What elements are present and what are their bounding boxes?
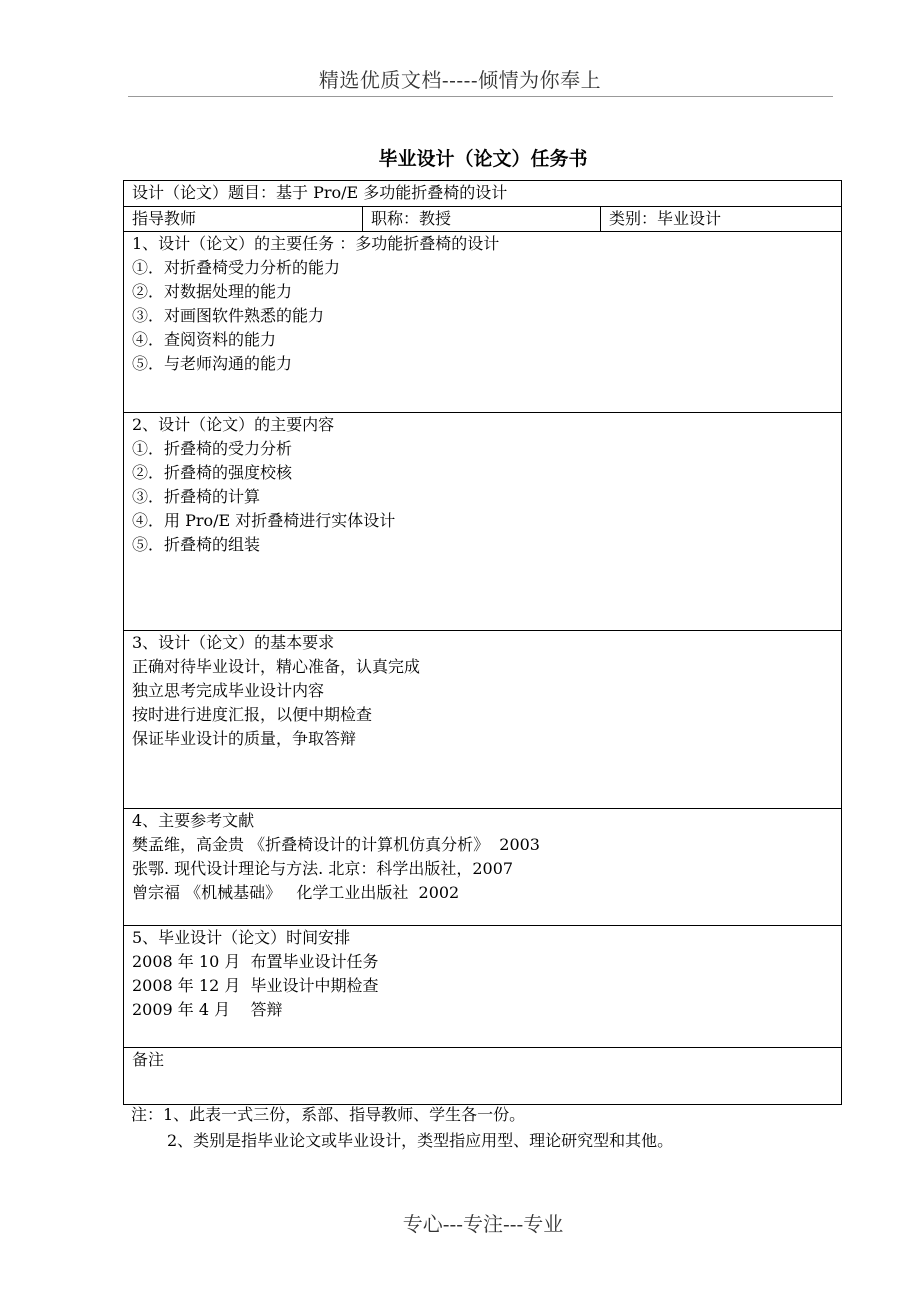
section-line: ①．对折叠椅受力分析的能力 — [132, 258, 341, 277]
category-cell: 类别：毕业设计 — [601, 207, 842, 232]
section-cell-content — [124, 413, 842, 631]
footnotes — [131, 1102, 673, 1154]
section-cell-references — [124, 809, 842, 926]
section-line: 保证毕业设计的质量，争取答辩 — [132, 729, 357, 748]
section-line: 2008 年 10 月 布置毕业设计任务 — [132, 952, 379, 971]
section-line: 独立思考完成毕业设计内容 — [132, 681, 325, 700]
section-line: 2008 年 12 月 毕业设计中期检查 — [132, 976, 379, 995]
section-line: ⑤．与老师沟通的能力 — [132, 354, 293, 373]
page-header-text: 精选优质文档-----倾情为你奉上 — [318, 68, 602, 92]
section-heading: 4、主要参考文献 — [132, 811, 255, 830]
remarks-cell — [124, 1048, 842, 1105]
section-line: 张鄂. 现代设计理论与方法. 北京：科学出版社，2007 — [132, 859, 514, 878]
section-cell-requirements — [124, 631, 842, 809]
section-line: 2009 年 4 月 答辩 — [132, 1000, 283, 1019]
info-row — [124, 207, 842, 232]
footnote-1: 注：1、此表一式三份，系部、指导教师、学生各一份。 — [131, 1105, 526, 1124]
section-line: ③．折叠椅的计算 — [132, 487, 261, 506]
section-row-tasks — [124, 232, 842, 413]
section-line: ④．用 Pro/E 对折叠椅进行实体设计 — [132, 511, 396, 530]
topic-row — [124, 181, 842, 207]
section-line: 曾宗福 《机械基础》 化学工业出版社 2002 — [132, 883, 460, 902]
section-heading: 1、设计（论文）的主要任务 ：多功能折叠椅的设计 — [132, 234, 500, 253]
section-row-requirements — [124, 631, 842, 809]
section-heading: 2、设计（论文）的主要内容 — [132, 415, 335, 434]
section-heading: 5、毕业设计（论文）时间安排 — [132, 928, 351, 947]
section-heading: 3、设计（论文）的基本要求 — [132, 633, 335, 652]
section-line: ④．查阅资料的能力 — [132, 330, 277, 349]
position-cell: 职称：教授 — [363, 207, 601, 232]
section-line: ⑤．折叠椅的组装 — [132, 535, 261, 554]
advisor-cell: 指导教师 — [124, 207, 363, 232]
section-row-schedule — [124, 926, 842, 1048]
header-divider — [128, 96, 833, 97]
section-line: 樊孟维，高金贵 《折叠椅设计的计算机仿真分析》 2003 — [132, 835, 540, 854]
section-line: ①．折叠椅的受力分析 — [132, 439, 293, 458]
remarks-label: 备注 — [132, 1050, 165, 1069]
task-table — [123, 180, 842, 1105]
page-footer-text: 专心---专注---专业 — [402, 1212, 564, 1236]
remarks-row — [124, 1048, 842, 1105]
topic-cell: 设计（论文）题目：基于 Pro/E 多功能折叠椅的设计 — [124, 181, 842, 207]
section-line: ③．对画图软件熟悉的能力 — [132, 306, 325, 325]
section-line: ②．折叠椅的强度校核 — [132, 463, 293, 482]
section-line: 按时进行进度汇报，以便中期检查 — [132, 705, 373, 724]
footnote-2: 2、类别是指毕业论文或毕业设计，类型指应用型、理论研究型和其他。 — [167, 1131, 674, 1150]
section-cell-tasks — [124, 232, 842, 413]
section-row-references — [124, 809, 842, 926]
document-title: 毕业设计（论文）任务书 — [378, 148, 588, 170]
section-row-content — [124, 413, 842, 631]
section-line: ②．对数据处理的能力 — [132, 282, 293, 301]
section-cell-schedule — [124, 926, 842, 1048]
section-line: 正确对待毕业设计，精心准备，认真完成 — [132, 657, 421, 676]
